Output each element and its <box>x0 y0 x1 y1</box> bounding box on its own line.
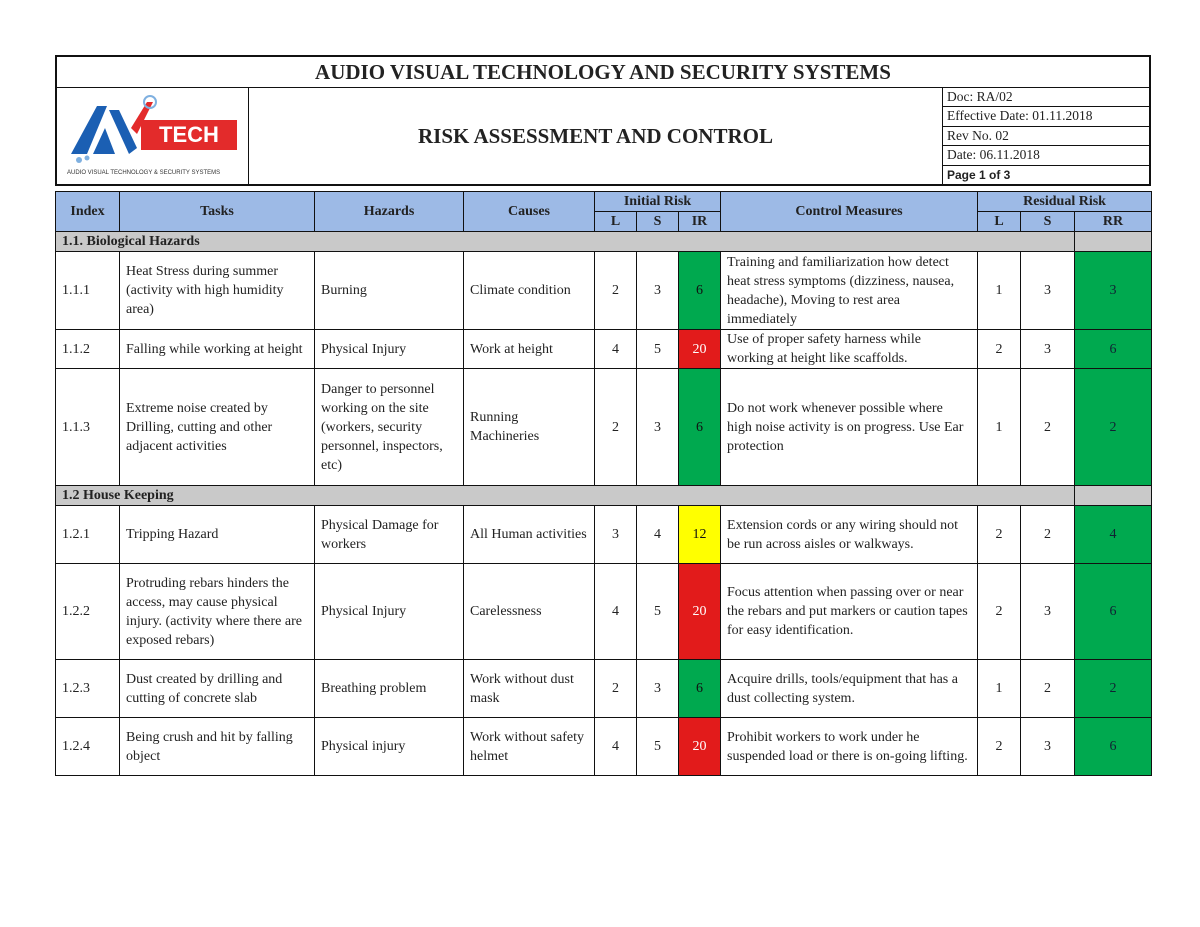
row-index: 1.1.1 <box>56 252 120 330</box>
residual-s-cell: 2 <box>1021 506 1075 564</box>
company-name: AUDIO VISUAL TECHNOLOGY AND SECURITY SYSTEMS <box>57 57 1149 88</box>
residual-s-cell: 3 <box>1021 330 1075 369</box>
section-filler <box>1075 232 1152 252</box>
hazard-cell: Physical Damage for workers <box>315 506 464 564</box>
residual-l-cell: 1 <box>978 660 1021 718</box>
document-title: RISK ASSESSMENT AND CONTROL <box>249 88 943 184</box>
initial-l-cell: 4 <box>595 718 637 776</box>
control-measures-cell: Focus attention when passing over or near the rebars and put markers or caution tapes for easy identification. <box>721 564 978 660</box>
control-measures-cell: Use of proper safety harness while working at height like scaffolds. <box>721 330 978 369</box>
initial-ir-cell: 6 <box>679 660 721 718</box>
row-index: 1.1.2 <box>56 330 120 369</box>
logo-graphic <box>57 88 248 184</box>
document-meta <box>943 88 1149 184</box>
table-row <box>56 252 1152 330</box>
col-control-measures: Control Measures <box>721 192 978 232</box>
col-residual-rr: RR <box>1075 212 1152 232</box>
cause-cell: Work without dust mask <box>464 660 595 718</box>
residual-rr-cell: 6 <box>1075 564 1152 660</box>
initial-ir-cell: 20 <box>679 564 721 660</box>
control-measures-cell: Prohibit workers to work under he suspended load or there is on-going lifting. <box>721 718 978 776</box>
row-index: 1.2.1 <box>56 506 120 564</box>
col-tasks: Tasks <box>120 192 315 232</box>
document-header <box>55 55 1151 186</box>
company-logo <box>57 88 249 184</box>
cause-cell: Carelessness <box>464 564 595 660</box>
hazard-cell: Danger to personnel working on the site (workers, security personnel, inspectors, etc) <box>315 369 464 486</box>
document-date: Date: 06.11.2018 <box>943 146 1149 165</box>
cause-cell: Work at height <box>464 330 595 369</box>
control-measures-cell: Do not work whenever possible where high noise activity is on progress. Use Ear protection <box>721 369 978 486</box>
col-residual-s: S <box>1021 212 1075 232</box>
initial-ir-cell: 20 <box>679 330 721 369</box>
page-number: Page 1 of 3 <box>947 167 1011 182</box>
doc-number: Doc: RA/02 <box>943 88 1149 107</box>
control-measures-cell: Acquire drills, tools/equipment that has a dust collecting system. <box>721 660 978 718</box>
document-sheet <box>55 55 1151 764</box>
residual-s-cell: 2 <box>1021 660 1075 718</box>
effective-date: Effective Date: 01.11.2018 <box>943 107 1149 126</box>
initial-ir-cell: 6 <box>679 252 721 330</box>
hazard-cell: Physical injury <box>315 718 464 776</box>
table-row <box>56 506 1152 564</box>
logo-text: TECH <box>159 122 219 147</box>
col-initial-s: S <box>637 212 679 232</box>
col-index: Index <box>56 192 120 232</box>
task-cell: Falling while working at height <box>120 330 315 369</box>
residual-s-cell: 3 <box>1021 252 1075 330</box>
initial-l-cell: 4 <box>595 330 637 369</box>
hazard-cell: Physical Injury <box>315 564 464 660</box>
task-cell: Dust created by drilling and cutting of concrete slab <box>120 660 315 718</box>
control-measures-cell: Training and familiarization how detect heat stress symptoms (dizziness, nausea, headache), Moving to rest area immediately <box>721 252 978 330</box>
col-initial-ir: IR <box>679 212 721 232</box>
initial-l-cell: 2 <box>595 369 637 486</box>
initial-s-cell: 3 <box>637 252 679 330</box>
cause-cell: Running Machineries <box>464 369 595 486</box>
section-title: 1.2 House Keeping <box>56 486 1075 506</box>
initial-s-cell: 3 <box>637 660 679 718</box>
col-residual-risk: Residual Risk <box>978 192 1152 212</box>
table-row <box>56 330 1152 369</box>
table-row <box>56 369 1152 486</box>
cause-cell: Work without safety helmet <box>464 718 595 776</box>
hazard-cell: Physical Injury <box>315 330 464 369</box>
residual-rr-cell: 4 <box>1075 506 1152 564</box>
col-residual-l: L <box>978 212 1021 232</box>
initial-s-cell: 5 <box>637 718 679 776</box>
section-header-row <box>56 486 1152 506</box>
control-measures-cell: Extension cords or any wiring should not be run across aisles or walkways. <box>721 506 978 564</box>
row-index: 1.2.3 <box>56 660 120 718</box>
task-cell: Tripping Hazard <box>120 506 315 564</box>
residual-l-cell: 2 <box>978 330 1021 369</box>
task-cell: Extreme noise created by Drilling, cutting and other adjacent activities <box>120 369 315 486</box>
initial-s-cell: 5 <box>637 330 679 369</box>
col-initial-risk: Initial Risk <box>595 192 721 212</box>
residual-rr-cell: 6 <box>1075 330 1152 369</box>
col-causes: Causes <box>464 192 595 232</box>
residual-rr-cell: 6 <box>1075 718 1152 776</box>
section-title: 1.1. Biological Hazards <box>56 232 1075 252</box>
initial-l-cell: 2 <box>595 660 637 718</box>
residual-rr-cell: 3 <box>1075 252 1152 330</box>
col-hazards: Hazards <box>315 192 464 232</box>
residual-l-cell: 2 <box>978 564 1021 660</box>
hazard-cell: Burning <box>315 252 464 330</box>
table-row <box>56 564 1152 660</box>
revision-number: Rev No. 02 <box>943 127 1149 146</box>
initial-l-cell: 2 <box>595 252 637 330</box>
initial-s-cell: 4 <box>637 506 679 564</box>
residual-s-cell: 2 <box>1021 369 1075 486</box>
hazard-cell: Breathing problem <box>315 660 464 718</box>
residual-s-cell: 3 <box>1021 564 1075 660</box>
residual-rr-cell: 2 <box>1075 369 1152 486</box>
row-index: 1.1.3 <box>56 369 120 486</box>
initial-ir-cell: 20 <box>679 718 721 776</box>
task-cell: Being crush and hit by falling object <box>120 718 315 776</box>
section-header-row <box>56 232 1152 252</box>
section-filler <box>1075 486 1152 506</box>
table-row <box>56 660 1152 718</box>
task-cell: Protruding rebars hinders the access, may cause physical injury. (activity where there are exposed rebars) <box>120 564 315 660</box>
initial-ir-cell: 12 <box>679 506 721 564</box>
row-index: 1.2.4 <box>56 718 120 776</box>
cause-cell: All Human activities <box>464 506 595 564</box>
risk-table <box>55 191 1152 776</box>
row-index: 1.2.2 <box>56 564 120 660</box>
residual-rr-cell: 2 <box>1075 660 1152 718</box>
residual-l-cell: 1 <box>978 369 1021 486</box>
task-cell: Heat Stress during summer (activity with high humidity area) <box>120 252 315 330</box>
logo-tagline: AUDIO VISUAL TECHNOLOGY & SECURITY SYSTEMS <box>67 170 221 176</box>
residual-l-cell: 2 <box>978 718 1021 776</box>
initial-l-cell: 3 <box>595 506 637 564</box>
table-row <box>56 718 1152 776</box>
residual-l-cell: 2 <box>978 506 1021 564</box>
residual-s-cell: 3 <box>1021 718 1075 776</box>
initial-s-cell: 3 <box>637 369 679 486</box>
col-initial-l: L <box>595 212 637 232</box>
initial-ir-cell: 6 <box>679 369 721 486</box>
initial-l-cell: 4 <box>595 564 637 660</box>
cause-cell: Climate condition <box>464 252 595 330</box>
initial-s-cell: 5 <box>637 564 679 660</box>
residual-l-cell: 1 <box>978 252 1021 330</box>
